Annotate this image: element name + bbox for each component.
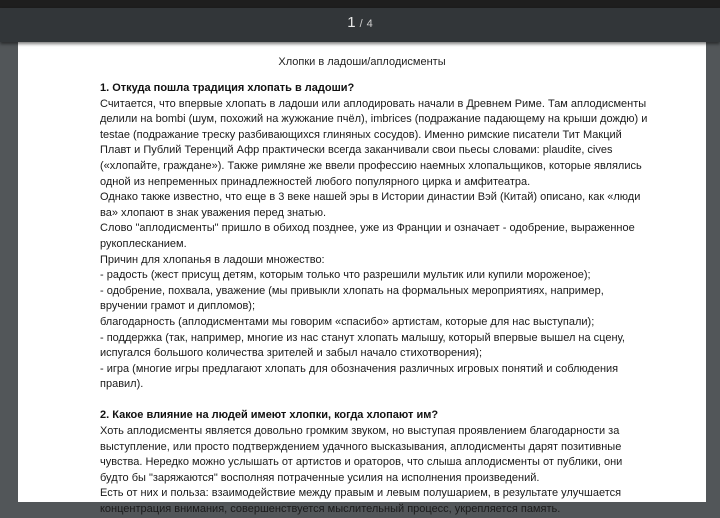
paragraph-line: делили на bombi (шум, похожий на жужжание пчёл), imbrices (подражание падающему на крыши дождю) и bbox=[100, 113, 648, 126]
total-pages: 4 bbox=[366, 18, 373, 30]
pdf-page bbox=[18, 42, 706, 516]
paragraph-line: Плавт и Публий Теренций Афр практически всегда заканчивали свои пьесы словами: plaudite, cives bbox=[100, 144, 613, 157]
paragraph-line: - поддержка (так, например, многие из нас станут хлопать малышу, который впервые вышел на сцену, bbox=[100, 331, 625, 344]
paragraph-line: одной из непременных принадлежностей любого популярного цирка и амфитеатра. bbox=[100, 175, 531, 188]
page-indicator bbox=[347, 14, 373, 31]
paragraph-line: Считается, что впервые хлопать в ладоши или аплодировать начали в Древнем Риме. Там аплодисменты bbox=[100, 97, 647, 110]
paragraph-line: рукоплесканием. bbox=[100, 237, 187, 250]
paragraph-line: Причин для хлопанья в ладоши множество: bbox=[100, 253, 325, 266]
paragraph-line: ва» хлопают в знак уважения перед знатью. bbox=[100, 206, 327, 219]
paragraph-line: вручении грамот и дипломов); bbox=[100, 300, 256, 313]
paragraph-line: выступление, или просто подтверждением удачного высказывания, аплодисменты дарят позитивные bbox=[100, 440, 622, 453]
paragraph-line: Однако также известно, что еще в 3 веке нашей эры в Истории династии Вэй (Китай) описано, как «люди bbox=[100, 191, 641, 204]
section-heading: 2. Какое влияние на людей имеют хлопки, когда хлопают им? bbox=[100, 409, 439, 422]
current-page-input[interactable]: 1 bbox=[347, 14, 356, 31]
paragraph-line: Слово "аплодисменты" пришло в обиход позднее, уже из Франции и означает - одобрение, выраженное bbox=[100, 222, 635, 235]
document-body bbox=[100, 81, 690, 518]
pdf-toolbar bbox=[0, 8, 720, 42]
paragraph-line: testae (подражание треску разбивающихся глиняных сосудов). Именно римские писатели Тит Макций bbox=[100, 128, 622, 141]
paragraph-line: испугался большого количества зрителей и забыл начало стихотворения); bbox=[100, 347, 482, 360]
section-gap bbox=[100, 393, 690, 409]
document-title: Хлопки в ладоши/аплодисменты bbox=[278, 56, 446, 68]
section-heading: 1. Откуда пошла традиция хлопать в ладоши? bbox=[100, 82, 355, 94]
window-top-strip bbox=[0, 0, 720, 8]
paragraph-line: концентрация внимания, совершенствуется мыслительный процесс, укрепляется память. bbox=[100, 503, 561, 516]
paragraph-line: чувства. Нередко можно услышать от артистов и ораторов, что слыша аплодисменты от публики, они bbox=[100, 456, 623, 469]
paragraph-line: Есть от них и польза: взаимодействие между правым и левым полушарием, в результате улучшается bbox=[100, 487, 622, 500]
paragraph-line: правил). bbox=[100, 378, 144, 391]
paragraph-line: - радость (жест присущ детям, которым только что разрешили мультик или купили мороженое); bbox=[100, 269, 591, 282]
paragraph-line: Хоть аплодисменты является довольно громким звуком, но выступая проявлением благодарности за bbox=[100, 425, 620, 438]
paragraph-line: благодарность (аплодисментами мы говорим «спасибо» артистам, которые для нас выступали); bbox=[100, 315, 595, 328]
paragraph-line: - игра (многие игры предлагают хлопать для обозначения различных игровых понятий и соблюдения bbox=[100, 362, 619, 375]
paragraph-line: («хлопайте, граждане»). Также римляне же ввели профессию наемных хлопальщиков, которые являлись bbox=[100, 159, 642, 172]
paragraph-line: - одобрение, похвала, уважение (мы привыкли хлопать на формальных мероприятиях, например, bbox=[100, 284, 604, 297]
paragraph-line: будто бы "заряжаются" восполняя потраченные усилия на исполнения произведений. bbox=[100, 471, 540, 484]
page-separator: / bbox=[359, 18, 363, 30]
